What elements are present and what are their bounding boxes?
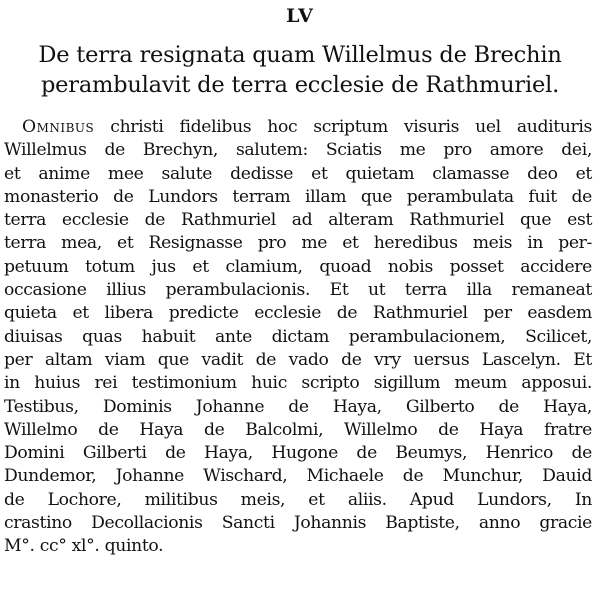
body-line: et anime mee salute dedisse et quietam clamasse deo et: [4, 163, 592, 184]
body-line: petuum totum jus et clamium, quoad nobis posset accidere: [4, 256, 592, 277]
body-line: terra mea, et Resignasse pro me et heredibus meis in per-: [4, 233, 592, 254]
body-line: monasterio de Lundors terram illam que perambulata fuit de: [4, 186, 592, 207]
body-line: de Lochore, militibus meis, et aliis. Apud Lundors, In: [4, 489, 592, 510]
title-line: perambulavit de terra ecclesie de Rathmuriel.: [40, 72, 560, 98]
body-line: per altam viam que vadit de vado de vry uersus Lascelyn. Et: [4, 349, 592, 370]
charter-number: LV: [286, 5, 314, 27]
body-line: Testibus, Dominis Johanne de Haya, Gilberto de Haya,: [4, 396, 592, 417]
body-line: Domini Gilberti de Haya, Hugone de Beumys, Henrico de: [4, 443, 592, 464]
opening-word: Omnibus: [22, 117, 95, 137]
charter-title: [0, 40, 600, 100]
charter-body: [4, 116, 592, 559]
body-line: in huius rei testimonium huic scripto sigillum meum apposui.: [4, 373, 592, 394]
body-line: Willelmus de Brechyn, salutem: Sciatis me pro amore dei,: [4, 140, 592, 161]
body-line: occasione illius perambulacionis. Et ut terra illa remaneat: [4, 280, 592, 301]
body-line: Dundemor, Johanne Wischard, Michaele de Munchur, Dauid: [4, 466, 592, 487]
body-line-first: [4, 116, 592, 139]
body-line: quieta et libera predicte ecclesie de Rathmuriel per easdem: [4, 303, 592, 324]
body-line-last: M°. cc° xl°. quinto.: [4, 536, 164, 557]
body-line: diuisas quas habuit ante dictam perambulacionem, Scilicet,: [4, 326, 592, 347]
body-line: crastino Decollacionis Sancti Johannis Baptiste, anno gracie: [4, 513, 592, 534]
first-line-rest: christi fidelibus hoc scriptum visuris uel audituris: [94, 117, 592, 137]
body-line: Willelmo de Haya de Balcolmi, Willelmo de Haya fratre: [4, 419, 592, 440]
title-line: De terra resignata quam Willelmus de Brechin: [38, 42, 562, 68]
body-line: terra ecclesie de Rathmuriel ad alteram Rathmuriel que est: [4, 210, 592, 231]
